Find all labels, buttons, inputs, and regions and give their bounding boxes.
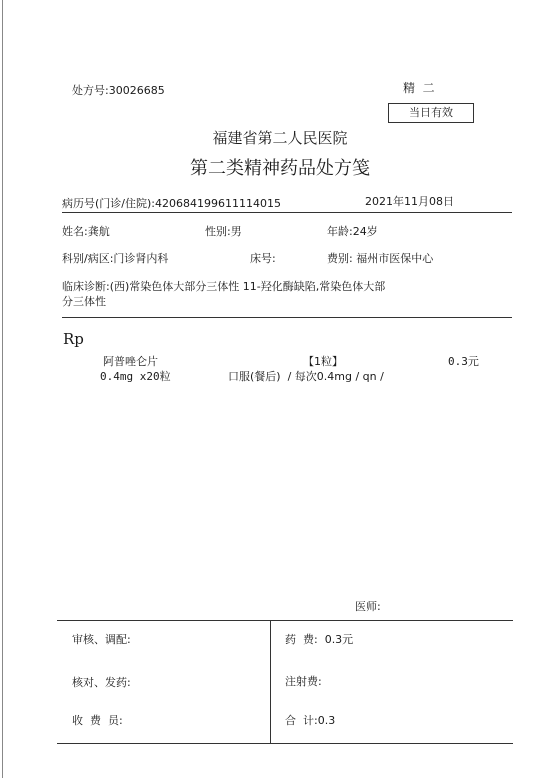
drug-price: 0.3元 xyxy=(448,355,479,368)
medical-record-number: 病历号(门诊/住院):420684199611114015 xyxy=(62,197,281,210)
footer-bottom-border xyxy=(57,743,513,744)
document-title: 第二类精神药品处方笺 xyxy=(190,158,370,179)
footer-top-border xyxy=(57,620,513,621)
footer-column-divider xyxy=(270,620,271,744)
check-dispense: 核对、发药: xyxy=(72,676,131,689)
drug-usage: 口服(餐后) / 每次0.4mg / qn / xyxy=(228,370,384,383)
divider xyxy=(62,317,512,318)
cashier: 收 费 员: xyxy=(72,714,123,727)
drug-category: 精 二 xyxy=(403,81,435,95)
total-amount: 合 计:0.3 xyxy=(285,714,336,727)
rx-symbol: Rp xyxy=(63,330,84,348)
patient-name: 姓名:龚航 xyxy=(62,225,110,238)
injection-fee: 注射费: xyxy=(285,675,322,688)
drug-quantity: 【1粒】 xyxy=(303,355,343,368)
clinical-diagnosis: 临床诊断:(西)常染色体大部分三体性 11-羟化酶缺陷,常染色体大部 xyxy=(62,280,386,293)
clinical-diagnosis-cont: 分三体性 xyxy=(62,295,106,308)
page-left-border xyxy=(2,0,3,778)
patient-age: 年龄:24岁 xyxy=(327,225,378,238)
review-dispense: 审核、调配: xyxy=(72,633,131,646)
hospital-name: 福建省第二人民医院 xyxy=(212,129,348,147)
fee-type: 费别: 福州市医保中心 xyxy=(327,252,434,265)
validity-badge: 当日有效 xyxy=(388,103,474,123)
divider xyxy=(62,212,512,213)
drug-spec: 0.4mg x20粒 xyxy=(100,370,171,383)
prescription-number: 处方号:30026685 xyxy=(72,84,165,97)
patient-gender: 性别:男 xyxy=(205,225,242,238)
drug-fee: 药 费: 0.3元 xyxy=(285,633,354,646)
department: 科别/病区:门诊肾内科 xyxy=(62,252,169,265)
drug-name: 阿普唑仑片 xyxy=(103,355,158,368)
doctor-signature: 医师: xyxy=(355,600,381,613)
prescription-date: 2021年11月08日 xyxy=(365,195,454,208)
bed-number: 床号: xyxy=(250,252,276,265)
